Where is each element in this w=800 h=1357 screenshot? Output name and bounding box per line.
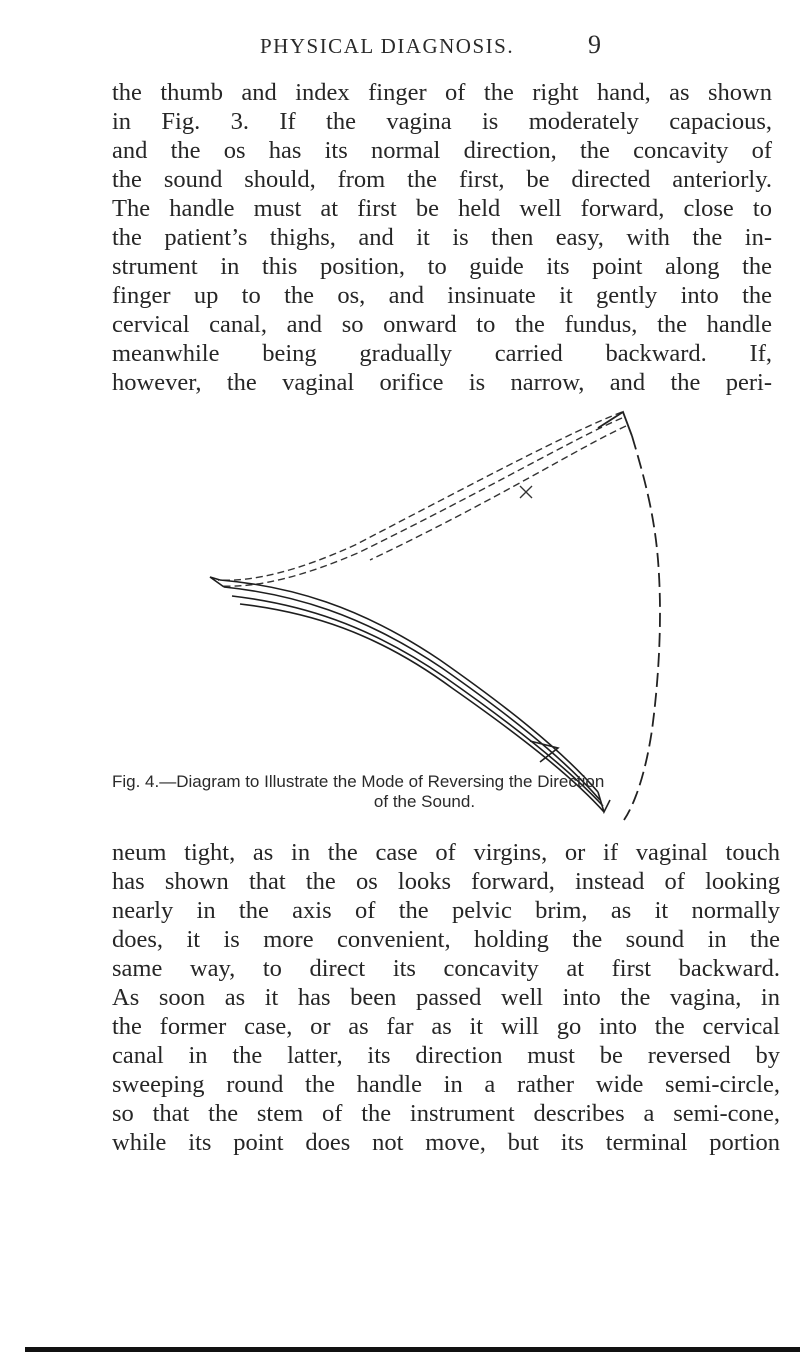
text-line: As soon as it has been passed well into the vagina, in <box>112 984 780 1011</box>
text-line: so that the stem of the instrument describes a semi-cone, <box>112 1100 780 1127</box>
page-number: 9 <box>588 30 601 59</box>
text-line: sweeping round the handle in a rather wide semi-circle, <box>112 1071 780 1098</box>
text-line: the patient’s thighs, and it is then easy, with the in- <box>112 224 772 251</box>
page-bottom-edge <box>25 1347 800 1352</box>
dashed-upper-stem <box>218 412 626 586</box>
caption-line: Fig. 4.—Diagram to Illustrate the Mode of Reversing the Direction <box>112 772 605 791</box>
text-line: meanwhile being gradually carried backward. If, <box>112 340 772 367</box>
text-line: and the os has its normal direction, the concavity of <box>112 137 772 164</box>
text-line: the thumb and index finger of the right hand, as shown <box>112 79 772 106</box>
text-line: the former case, or as far as it will go into the cervical <box>112 1013 780 1040</box>
paragraph-top <box>112 78 772 397</box>
text-line: same way, to direct its concavity at first backward. <box>112 955 780 982</box>
text-line: nearly in the axis of the pelvic brim, as it normally <box>112 897 780 924</box>
text-line: finger up to the os, and insinuate it gently into the <box>112 282 772 309</box>
running-header <box>0 30 800 60</box>
text-line: strument in this position, to guide its point along the <box>112 253 772 280</box>
paragraph-bottom <box>112 838 780 1157</box>
text-line: The handle must at first be held well forward, close to <box>112 195 772 222</box>
text-line: while its point does not move, but its terminal portion <box>112 1129 780 1156</box>
dashed-vertical-line <box>624 436 660 820</box>
text-line: has shown that the os looks forward, instead of looking <box>112 868 780 895</box>
figure-caption <box>112 772 777 812</box>
text-line: cervical canal, and so onward to the fundus, the handle <box>112 311 772 338</box>
text-line: however, the vaginal orifice is narrow, and the peri- <box>112 369 772 396</box>
pivot-mark <box>520 486 532 498</box>
caption-line: of the Sound. <box>373 792 476 811</box>
running-title: PHYSICAL DIAGNOSIS. <box>260 34 515 58</box>
text-line: neum tight, as in the case of virgins, or if vaginal touch <box>112 839 780 866</box>
text-line: does, it is more convenient, holding the sound in the <box>112 926 780 953</box>
text-line: in Fig. 3. If the vagina is moderately capacious, <box>112 108 772 135</box>
apex-arrow-head <box>598 412 632 436</box>
text-line: the sound should, from the first, be directed anteriorly. <box>112 166 772 193</box>
text-line: canal in the latter, its direction must be reversed by <box>112 1042 780 1069</box>
